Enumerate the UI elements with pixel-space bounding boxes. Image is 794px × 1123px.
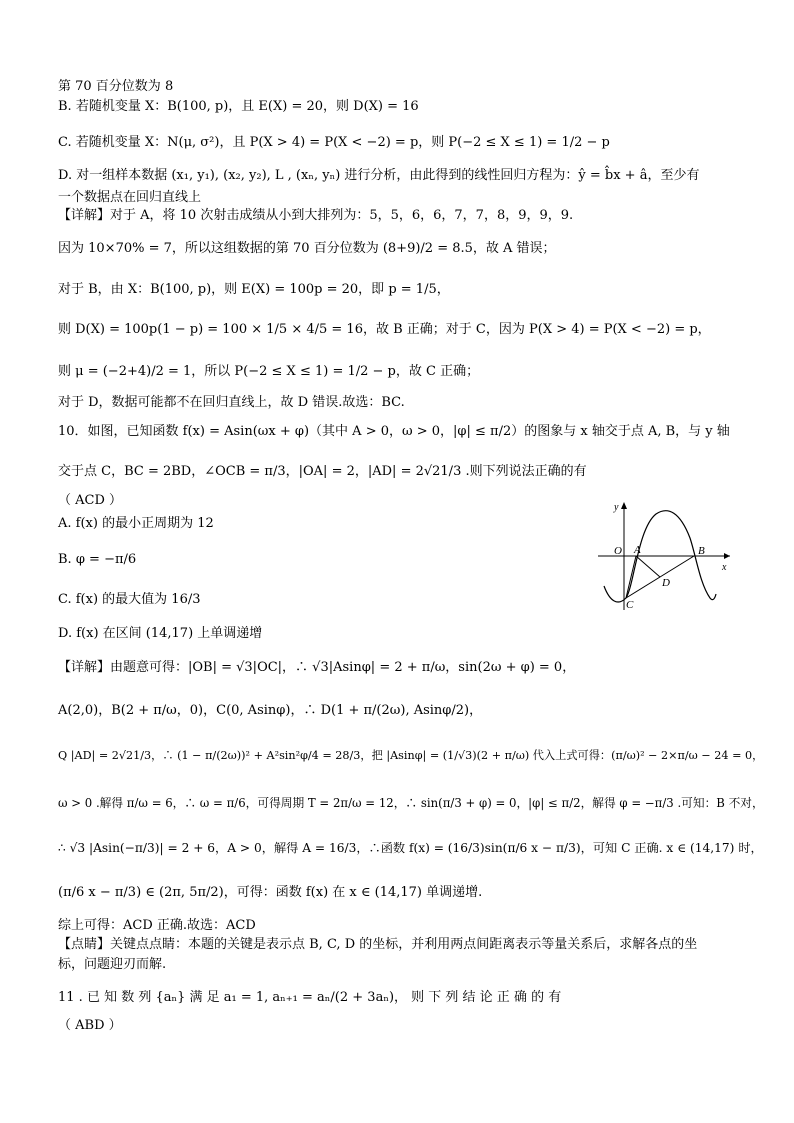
- label-D: D: [662, 577, 670, 589]
- text-line-l07: 因为 10×70% = 7，所以这组数据的第 70 百分位数为 (8+9)/2 = 8.5，故 A 错误；: [58, 241, 556, 256]
- text-line-l17: C. f(x) 的最大值为 16/3: [58, 592, 201, 607]
- label-B: B: [698, 545, 705, 557]
- label-A: A: [634, 544, 641, 556]
- text-line-l09: 则 D(X) = 100p(1 − p) = 100 × 1/5 × 4/5 = 16，故 B 正确；对于 C，因为 P(X > 4) = P(X < −2) = p，: [58, 322, 711, 337]
- text-line-l21: Q |AD| = 2√21/3，∴ (1 − π/(2ω))² + A²sin²φ/4 = 28/3，把 |Asinφ| = (1/√3)(2 + π/ω) 代入上式可得：(π/ω)² − 2×π/ω − 24 = 0，: [58, 749, 764, 762]
- text-line-l25: 综上可得：ACD 正确.故选：ACD: [58, 918, 256, 933]
- text-line-l04: D. 对一组样本数据 (x₁, y₁), (x₂, y₂), L , (xₙ, yₙ) 进行分析，由此得到的线性回归方程为：ŷ = b̂x + â，至少有: [58, 168, 700, 183]
- segment-AD: [636, 556, 660, 577]
- text-line-l16: B. φ = −π/6: [58, 552, 137, 567]
- x-axis-arrow: [724, 553, 730, 559]
- text-line-l18: D. f(x) 在区间 (14,17) 上单调递增: [58, 626, 263, 641]
- text-line-l14: （ ACD ）: [58, 493, 123, 508]
- text-line-l28: 11 . 已 知 数 列 {aₙ} 满 足 a₁ = 1, aₙ₊₁ = aₙ/(2 + 3aₙ)， 则 下 列 结 论 正 确 的 有: [58, 990, 562, 1005]
- label-O: O: [614, 545, 622, 557]
- text-line-l24: (π/6 x − π/3) ∈ (2π, 5π/2)，可得：函数 f(x) 在 x ∈ (14,17) 单调递增.: [58, 885, 483, 900]
- y-axis-arrow: [621, 502, 627, 509]
- text-line-l11: 对于 D，数据可能都不在回归直线上，故 D 错误.故选：BC.: [58, 395, 405, 410]
- text-line-l08: 对于 B，由 X：B(100, p)，则 E(X) = 100p = 20，即 p = 1/5，: [58, 282, 450, 297]
- label-x: x: [722, 562, 727, 573]
- text-line-l02: B. 若随机变量 X：B(100, p)，且 E(X) = 20，则 D(X) = 16: [58, 99, 419, 114]
- label-C: C: [626, 599, 634, 611]
- text-line-l22: ω > 0 .解得 π/ω = 6，∴ ω = π/6，可得周期 T = 2π/ω = 12，∴ sin(π/3 + φ) = 0，|φ| ≤ π/2，解得 φ = −π/3 .可知：B 不对，: [58, 796, 764, 810]
- text-line-l10: 则 μ = (−2+4)/2 = 1，所以 P(−2 ≤ X ≤ 1) = 1/2 − p，故 C 正确；: [58, 364, 480, 379]
- text-line-l29: （ ABD ）: [58, 1018, 122, 1033]
- text-line-l06: 【详解】对于 A，将 10 次射击成绩从小到大排列为：5，5，6，6，7，7，8，9，9，9.: [58, 208, 574, 223]
- text-line-l03: C. 若随机变量 X：N(μ, σ²)，且 P(X > 4) = P(X < −2) = p，则 P(−2 ≤ X ≤ 1) = 1/2 − p: [58, 135, 610, 150]
- text-line-l15: A. f(x) 的最小正周期为 12: [58, 516, 214, 531]
- text-line-l12: 10．如图，已知函数 f(x) = Asin(ωx + φ)（其中 A > 0，ω > 0，|φ| ≤ π/2）的图象与 x 轴交于点 A, B，与 y 轴: [58, 424, 730, 439]
- label-y: y: [614, 502, 619, 513]
- text-line-l27: 标，问题迎刃而解.: [58, 957, 167, 972]
- text-line-l20: A(2,0)，B(2 + π/ω，0)，C(0, Asinφ)，∴ D(1 + π/(2ω), Asinφ/2)，: [58, 703, 483, 718]
- segment-AC: [626, 556, 636, 598]
- text-line-l23: ∴ √3 |Asin(−π/3)| = 2 + 6，A > 0，解得 A = 16/3，∴函数 f(x) = (16/3)sin(π/6 x − π/3)，可知 C 正确. x ∈ (14,17) 时，: [58, 841, 763, 855]
- sine-graph-figure: [596, 498, 736, 613]
- text-line-l19: 【详解】由题意可得：|OB| = √3|OC|，∴ √3|Asinφ| = 2 + π/ω，sin(2ω + φ) = 0，: [58, 660, 576, 675]
- text-line-l05: 一个数据点在回归直线上: [58, 190, 202, 205]
- text-line-l01: 第 70 百分位数为 8: [58, 79, 174, 94]
- text-line-l13: 交于点 C，BC = 2BD，∠OCB = π/3，|OA| = 2，|AD| = 2√21/3 .则下列说法正确的有: [58, 464, 587, 479]
- text-line-l26: 【点睛】关键点点睛：本题的关键是表示点 B, C, D 的坐标，并利用两点间距离表示等量关系后，求解各点的坐: [58, 937, 698, 952]
